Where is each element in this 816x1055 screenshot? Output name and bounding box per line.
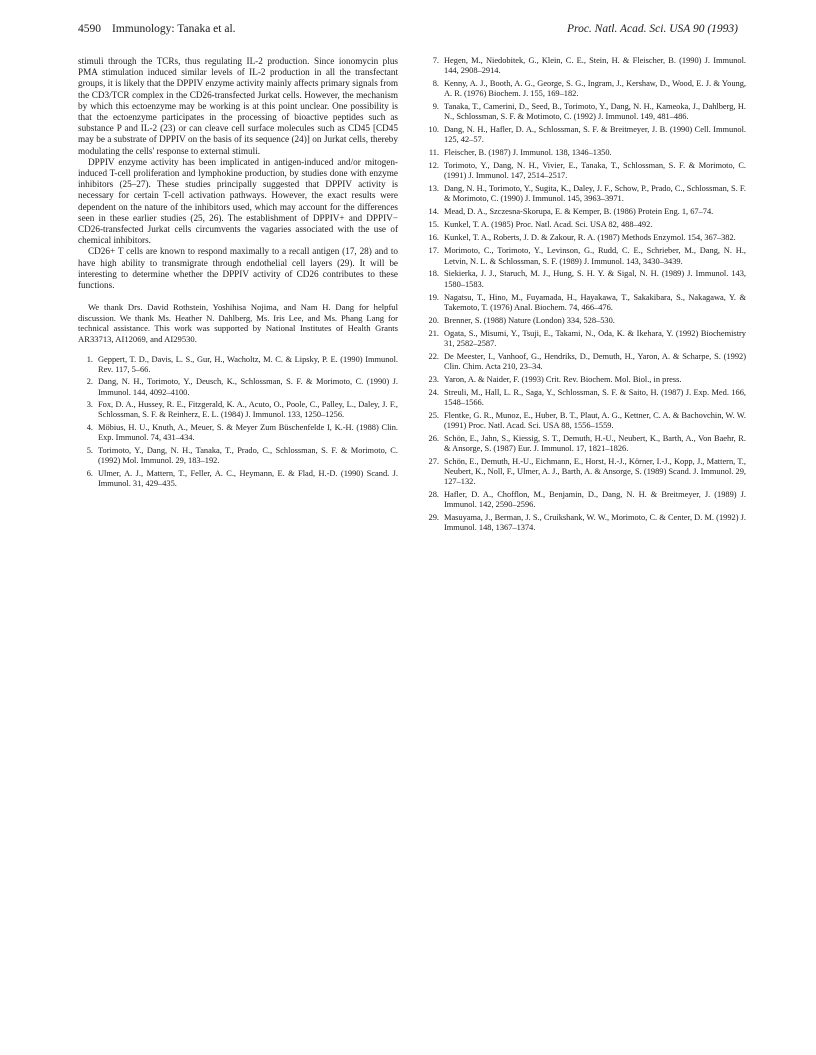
reference-text: Flentke, G. R., Munoz, E., Huber, B. T., Plaut, A. G., Kettner, C. A. & Bachovchin, W. W. (1991) Proc. Natl. Acad. Sci. USA 88, 1556–1559. xyxy=(444,410,746,430)
reference-list-right xyxy=(424,56,746,533)
reference-item xyxy=(78,400,398,420)
reference-number: 16. xyxy=(428,233,439,243)
reference-number: 10. xyxy=(428,125,439,135)
reference-item xyxy=(424,293,746,313)
body-paragraph: DPPIV enzyme activity has been implicated in antigen-induced and/or mitogen-induced T-cell proliferation and lymphokine production, by studies done with enzyme inhibitors (25–27). These studies principally suggested that DPPIV activity is necessary for certain T-cell activation pathways. However, the exact results were dependent on the nature of the inhibitors used, which may account for the differences seen in these earlier studies (25, 26). The establishment of DPPIV+ and DPPIV− CD26-transfected Jurkat cells circumvents the vagaries associated with the use of chemical inhibitors. xyxy=(78,156,398,246)
journal-citation: Proc. Natl. Acad. Sci. USA 90 (1993) xyxy=(567,23,738,35)
reference-item xyxy=(78,377,398,397)
reference-item xyxy=(78,469,398,489)
reference-number: 29. xyxy=(428,513,439,523)
reference-number: 9. xyxy=(432,102,439,112)
reference-item xyxy=(424,184,746,204)
reference-text: Morimoto, C., Torimoto, Y., Levinson, G., Rudd, C. E., Schrieber, M., Dang, N. H., Letvin, N. L. & Schlossman, S. F. (1989) J. Immunol. 143, 3430–3439. xyxy=(444,246,746,266)
reference-text: Dang, N. H., Hafler, D. A., Schlossman, S. F. & Breitmeyer, J. B. (1990) Cell. Immunol. 125, 42–57. xyxy=(444,125,746,145)
reference-number: 24. xyxy=(428,387,439,397)
reference-text: Geppert, T. D., Davis, L. S., Gur, H., Wacholtz, M. C. & Lipsky, P. E. (1990) Immunol. Rev. 117, 5–66. xyxy=(98,354,398,374)
reference-number: 6. xyxy=(86,468,93,478)
reference-text: Masuyama, J., Berman, J. S., Cruikshank, W. W., Morimoto, C. & Center, D. M. (1992) J. Immunol. 148, 1367–1374. xyxy=(444,513,746,533)
reference-item xyxy=(424,513,746,533)
reference-number: 20. xyxy=(428,315,439,325)
reference-text: Yaron, A. & Naider, F. (1993) Crit. Rev. Biochem. Mol. Biol., in press. xyxy=(444,374,682,384)
body-paragraph: CD26+ T cells are known to respond maximally to a recall antigen (17, 28) and to have high ability to transmigrate through endothelial cell layers (29). It will be interesting to determine whether the DPPIV activity of CD26 contributes to these functions. xyxy=(78,246,398,291)
reference-text: Brenner, S. (1988) Nature (London) 334, 528–530. xyxy=(444,315,615,325)
reference-text: Mead, D. A., Szczesna-Skorupa, E. & Kemper, B. (1986) Protein Eng. 1, 67–74. xyxy=(444,207,714,217)
reference-item xyxy=(78,423,398,443)
reference-item xyxy=(424,329,746,349)
left-column xyxy=(78,56,398,491)
reference-number: 4. xyxy=(86,422,93,432)
reference-item xyxy=(424,79,746,99)
reference-item xyxy=(424,56,746,76)
reference-item xyxy=(424,207,746,217)
reference-text: Ulmer, A. J., Mattern, T., Feller, A. C., Heymann, E. & Flad, H.-D. (1990) Scand. J. Immunol. 31, 429–435. xyxy=(98,468,398,488)
reference-text: Schön, E., Demuth, H.-U., Eichmann, E., Horst, H.-J., Körner, I.-J., Kopp, J., Mattern, T., Neubert, K., Noll, F., Ulmer, A. J., Barth, A. & Ansorge, S. (1989) Scand. J. Immunol. 29, 127–132. xyxy=(444,457,746,487)
reference-text: Tanaka, T., Camerini, D., Seed, B., Torimoto, Y., Dang, N. H., Kameoka, J., Dahlberg, H. N., Schlossman, S. F. & Motimoto, C. (1992) J. Immunol. 149, 481–486. xyxy=(444,102,746,122)
reference-number: 3. xyxy=(86,400,93,410)
running-title: Immunology: Tanaka et al. xyxy=(112,23,236,35)
reference-text: Fox, D. A., Hussey, R. E., Fitzgerald, K. A., Acuto, O., Poole, C., Palley, L., Daley, J. F., Schlossman, S. F. & Reinherz, E. L. (1984) J. Immunol. 133, 1250–1256. xyxy=(98,400,398,420)
reference-text: Nagatsu, T., Hino, M., Fuyamada, H., Hayakawa, T., Sakakibara, S., Nakagawa, Y. & Takemoto, T. (1976) Anal. Biochem. 74, 466–476. xyxy=(444,292,746,312)
page-number: 4590 xyxy=(78,23,101,35)
reference-number: 19. xyxy=(428,292,439,302)
reference-number: 12. xyxy=(428,161,439,171)
reference-item xyxy=(78,446,398,466)
reference-text: Dang, N. H., Torimoto, Y., Deusch, K., Schlossman, S. F. & Morimoto, C. (1990) J. Immunol. 144, 4092–4100. xyxy=(98,377,398,397)
reference-item xyxy=(424,161,746,181)
reference-text: De Meester, I., Vanhoof, G., Hendriks, D., Demuth, H., Yaron, A. & Scharpe, S. (1992) Clin. Chim. Acta 210, 23–34. xyxy=(444,351,746,371)
reference-text: Möbius, H. U., Knuth, A., Meuer, S. & Meyer Zum Büschenfelde I, K.-H. (1988) Clin. Exp. Immunol. 74, 431–434. xyxy=(98,422,398,443)
reference-number: 22. xyxy=(428,351,439,361)
reference-item xyxy=(424,269,746,289)
reference-number: 8. xyxy=(432,79,439,89)
reference-text: Kunkel, T. A. (1985) Proc. Natl. Acad. Sci. USA 82, 488–492. xyxy=(444,220,653,230)
reference-item xyxy=(424,233,746,243)
reference-text: Schön, E., Jahn, S., Kiessig, S. T., Demuth, H.-U., Neubert, K., Barth, A., Von Baehr, R. & Ansorge, S. (1987) Eur. J. Immunol. 17, 1821–1826. xyxy=(444,433,746,454)
reference-number: 25. xyxy=(428,410,439,420)
reference-text: Hegen, M., Niedobitek, G., Klein, C. E., Stein, H. & Fleischer, B. (1990) J. Immunol. 144, 2908–2914. xyxy=(444,56,746,76)
reference-text: Dang, N. H., Torimoto, Y., Sugita, K., Daley, J. F., Schow, P., Prado, C., Schlossman, S. F. & Morimoto, C. (1990) J. Immunol. 145, 3963–3971. xyxy=(444,184,746,204)
reference-number: 15. xyxy=(428,220,439,230)
reference-item xyxy=(424,316,746,326)
reference-text: Kunkel, T. A., Roberts, J. D. & Zakour, R. A. (1987) Methods Enzymol. 154, 367–382. xyxy=(444,233,736,243)
reference-text: Fleischer, B. (1987) J. Immunol. 138, 1346–1350. xyxy=(444,148,612,158)
reference-number: 21. xyxy=(428,328,439,338)
reference-item xyxy=(424,125,746,145)
reference-number: 27. xyxy=(428,457,439,466)
reference-item xyxy=(424,352,746,372)
reference-number: 5. xyxy=(86,445,93,455)
right-column xyxy=(424,56,746,536)
reference-number: 28. xyxy=(428,490,439,500)
reference-number: 23. xyxy=(428,374,439,384)
running-header xyxy=(78,23,738,39)
reference-item xyxy=(424,102,746,122)
reference-text: Siekierka, J. J., Staruch, M. J., Hung, S. H. Y. & Sigal, N. H. (1989) J. Immunol. 143, 1580–1583. xyxy=(444,269,746,289)
reference-number: 26. xyxy=(428,433,439,443)
reference-text: Kenny, A. J., Booth, A. G., George, S. G., Ingram, J., Kershaw, D., Wood, E. J. & Young, A. R. (1976) Biochem. J. 155, 169–182. xyxy=(444,79,746,99)
reference-number: 14. xyxy=(428,207,439,217)
reference-number: 13. xyxy=(428,184,439,194)
reference-text: Hafler, D. A., Chofflon, M., Benjamin, D., Dang, N. H. & Breitmeyer, J. (1989) J. Immunol. 142, 2590–2596. xyxy=(444,490,746,510)
reference-text: Torimoto, Y., Dang, N. H., Vivier, E., Tanaka, T., Schlossman, S. F. & Morimoto, C. (1991) J. Immunol. 147, 2514–2517. xyxy=(444,161,746,181)
reference-item xyxy=(424,220,746,230)
reference-item xyxy=(424,375,746,385)
reference-number: 2. xyxy=(86,377,93,387)
acknowledgment: We thank Drs. David Rothstein, Yoshihisa Nojima, and Nam H. Dang for helpful discussion. We thank Ms. Heather N. Dahlberg, Ms. Iris Lee, and Ms. Phang Lang for technical assistance. This work was supported by National Institutes of Health Grants AR33713, AI12069, and AI29530. xyxy=(78,302,398,345)
reference-number: 1. xyxy=(86,354,93,364)
reference-number: 7. xyxy=(432,56,439,65)
reference-item xyxy=(78,355,398,375)
reference-item xyxy=(424,388,746,408)
reference-text: Ogata, S., Misumi, Y., Tsuji, E., Takami, N., Oda, K. & Ikehara, Y. (1992) Biochemistry 31, 2582–2587. xyxy=(444,328,746,348)
reference-item xyxy=(424,457,746,487)
reference-item xyxy=(424,490,746,510)
reference-number: 17. xyxy=(428,246,439,256)
reference-item xyxy=(424,246,746,266)
reference-item xyxy=(424,411,746,431)
reference-item xyxy=(424,148,746,158)
body-paragraph: stimuli through the TCRs, thus regulating IL-2 production. Since ionomycin plus PMA stimulation induced similar levels of IL-2 production in all the transfectant groups, it is likely that the DPPIV enzyme activity mainly affects primary signals from the CD3/TCR complex in the CD26-transfected Jurkat cells. However, the mechanism by which this ectoenzyme may be working is at this point unclear. One possibility is that the ectoenzyme participates in the processing of bioactive peptides such as substance P and IL-2 (23) or can cleave cell surface molecules such as CD45 [CD45 may be a substrate of DPPIV on the basis of its sequence (24)] on Jurkat cells, thereby modulating the cells' response to external stimuli. xyxy=(78,56,398,156)
reference-item xyxy=(424,434,746,454)
reference-text: Torimoto, Y., Dang, N. H., Tanaka, T., Prado, C., Schlossman, S. F. & Morimoto, C. (1992) Mol. Immunol. 29, 183–192. xyxy=(98,445,398,465)
reference-text: Streuli, M., Hall, L. R., Saga, Y., Schlossman, S. F. & Saito, H. (1987) J. Exp. Med. 166, 1548–1566. xyxy=(444,387,746,407)
reference-list-left xyxy=(78,355,398,489)
reference-number: 11. xyxy=(428,148,439,158)
reference-number: 18. xyxy=(428,269,439,279)
